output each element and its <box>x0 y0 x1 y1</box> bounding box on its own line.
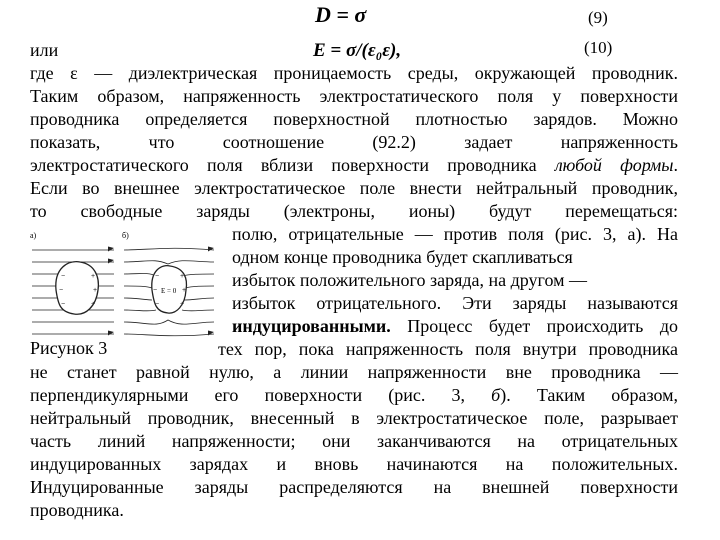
svg-text:+: + <box>180 273 185 280</box>
text-line: Если во внешнее электростатическое поле внести нейтральный проводник, <box>30 178 678 198</box>
text-segment: . <box>673 155 678 175</box>
text-line: избыток отрицательного. Эти заряды называются <box>232 293 678 313</box>
text-line: показать, что соотношение (92.2) задает напряженность <box>30 132 678 152</box>
text-line: часть линий напряженности; они заканчиваются на отрицательных <box>30 431 678 451</box>
text-line <box>30 384 678 406</box>
svg-text:+: + <box>91 273 96 280</box>
text-line: полю, отрицательные — против поля (рис. 3, а). На <box>232 224 678 244</box>
svg-text:+: + <box>180 301 185 308</box>
text-line: не станет равной нулю, а линии напряженности вне проводника — <box>30 362 678 382</box>
formula-d-sigma: D = σ <box>315 2 367 27</box>
svg-text:−: − <box>61 273 66 280</box>
text-line: Индуцированные заряды распределяются на внешней поверхности <box>30 477 678 497</box>
figure-caption: Рисунок 3 <box>30 338 108 358</box>
figure-label-b: б) <box>122 231 129 240</box>
text-line <box>232 315 678 337</box>
text-segment: ). Таким образом, <box>500 385 678 405</box>
svg-text:+: + <box>182 287 187 294</box>
svg-text:−: − <box>153 287 158 294</box>
text-segment: перпендикулярными его поверхности (рис. 3, <box>30 385 492 405</box>
figure-label-a: а) <box>30 231 37 240</box>
equation-number-10: (10) <box>584 38 613 57</box>
emphasis-text: любой формы <box>554 155 674 175</box>
text-line <box>30 154 678 176</box>
text-segment: Процесс будет происходить до <box>390 316 678 336</box>
text-line: тех пор, пока напряженность поля внутри проводника <box>218 339 678 359</box>
svg-text:−: − <box>59 287 64 294</box>
text-segment: электростатического поля вблизи поверхности проводника <box>30 155 555 175</box>
formula-e-field: E = σ/(ε₀ε), <box>313 40 402 61</box>
text-line: избыток положительного заряда, на другом — <box>232 270 588 290</box>
bold-term: индуцированными. <box>232 316 391 336</box>
figure-3-conductor-in-field <box>28 228 218 346</box>
text-line: одном конце проводника будет скапливаться <box>232 247 573 267</box>
svg-text:+: + <box>93 287 98 294</box>
svg-text:−: − <box>61 301 66 308</box>
equation-number-9: (9) <box>588 8 608 27</box>
text-line: нейтральный проводник, внесенный в электростатическое поле, разрывает <box>30 408 678 428</box>
svg-text:−: − <box>155 273 160 280</box>
text-line: индуцированных зарядах и вновь начинаются на положительных. <box>30 454 678 474</box>
text-line: Таким образом, напряженность электростатического поля у поверхности <box>30 86 678 106</box>
svg-text:+: + <box>91 301 96 308</box>
text-line: проводника определяется поверхностной плотностью зарядов. Можно <box>30 109 678 129</box>
or-word: или <box>30 40 59 60</box>
figure-label-e0: E = 0 <box>161 287 177 295</box>
emphasis-text: б <box>491 385 501 405</box>
text-line: где ε — диэлектрическая проницаемость среды, окружающей проводник. <box>30 63 678 83</box>
text-line: то свободные заряды (электроны, ионы) будут перемещаться: <box>30 201 678 221</box>
svg-text:−: − <box>155 301 160 308</box>
text-line: проводника. <box>30 500 124 520</box>
